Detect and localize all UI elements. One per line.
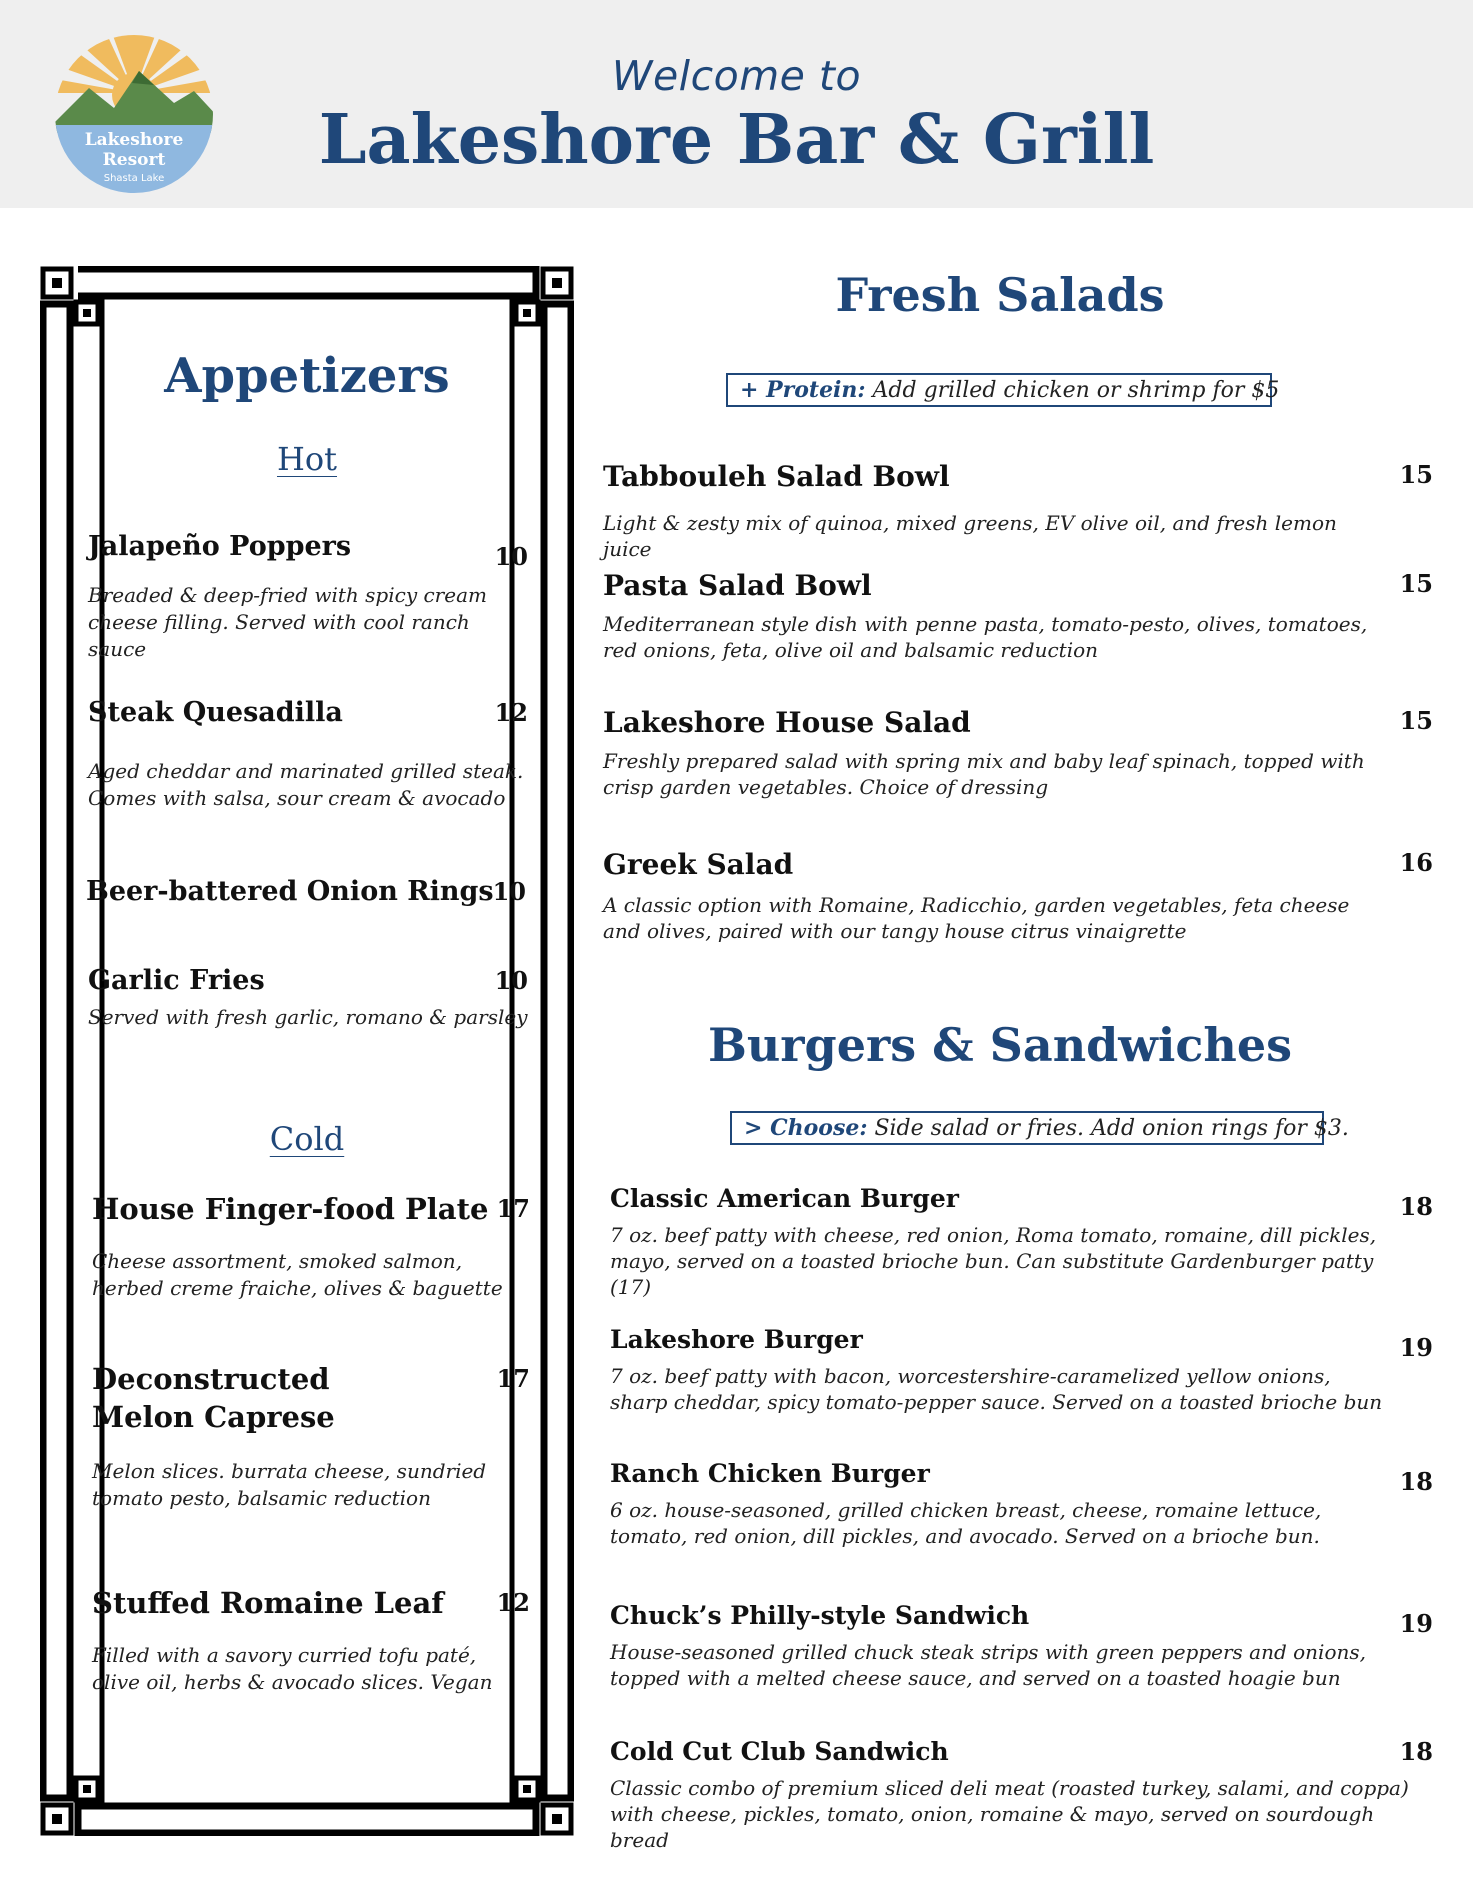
- item-price: 10: [494, 966, 528, 995]
- cold-subheading: Cold: [269, 1120, 345, 1158]
- note-text: Side salad or fries. Add onion rings for $3.: [867, 1116, 1349, 1141]
- item-description: Breaded & deep-fried with spicy cream cheese filling. Served with cool ranch sauce: [88, 583, 487, 661]
- burgers-title: Burgers & Sandwiches: [707, 1018, 1292, 1072]
- item-price: 10: [494, 542, 528, 571]
- item-price: 18: [1399, 1467, 1433, 1496]
- logo-line2: Resort: [102, 150, 166, 170]
- header-banner: [0, 0, 1473, 208]
- item-name: Cold Cut Club Sandwich: [610, 1737, 949, 1766]
- hot-subheading: Hot: [276, 440, 338, 478]
- menu-item: [603, 704, 1433, 800]
- menu-item: [88, 528, 528, 663]
- item-description: A classic option with Romaine, Radicchio, garden vegetables, feta cheese and olives, paired with our tangy house citrus vinaigrette: [603, 893, 1350, 943]
- menu-item: [92, 1360, 530, 1512]
- appetizers-title: Appetizers: [164, 348, 450, 404]
- item-price: 12: [494, 698, 528, 727]
- item-description: 7 oz. beef patty with cheese, red onion, Roma tomato, romaine, dill pickles, mayo, served on a toasted brioche bun. Can substitute Gardenburger patty (17): [610, 1223, 1377, 1299]
- item-name: Pasta Salad Bowl: [603, 569, 872, 602]
- item-description: Filled with a savory curried tofu paté, olive oil, herbs & avocado slices. Vegan: [92, 1643, 493, 1694]
- protein-note: [726, 373, 1280, 407]
- menu-item: [603, 846, 1433, 944]
- item-name: Chuck’s Philly-style Sandwich: [610, 1601, 1030, 1630]
- menu-item: [610, 1597, 1433, 1691]
- menu-item: [610, 1321, 1433, 1415]
- item-price: 15: [1399, 569, 1433, 598]
- item-description: Classic combo of premium sliced deli meat (roasted turkey, salami, and coppa) with cheese, pickles, tomato, onion, romaine & mayo, served on sourdough bread: [610, 1776, 1409, 1852]
- item-description: 6 oz. house-seasoned, grilled chicken breast, cheese, romaine lettuce, tomato, red onion, dill pickles, and avocado. Served on a brioche bun.: [610, 1498, 1322, 1548]
- salads-title: Fresh Salads: [835, 268, 1165, 322]
- menu-item: [92, 1190, 530, 1302]
- item-price: 18: [1399, 1737, 1433, 1766]
- item-name: Tabbouleh Salad Bowl: [603, 460, 950, 493]
- item-name: Lakeshore House Salad: [603, 706, 971, 739]
- item-description: House-seasoned grilled chuck steak strips with green peppers and onions, topped with a melted cheese sauce, and served on a toasted hoagie bun: [610, 1640, 1366, 1690]
- item-price: 10: [492, 877, 526, 906]
- item-name: Deconstructed Melon Caprese: [92, 1362, 335, 1434]
- item-price: 19: [1399, 1609, 1433, 1638]
- choose-note: [730, 1111, 1349, 1145]
- item-name: House Finger-food Plate: [92, 1192, 489, 1226]
- item-description: Mediterranean style dish with penne pasta, tomato-pesto, olives, tomatoes, red onions, feta, olive oil and balsamic reduction: [603, 612, 1368, 662]
- item-description: Cheese assortment, smoked salmon, herbed creme fraiche, olives & baguette: [92, 1249, 503, 1300]
- note-text: Add grilled chicken or shrimp for $5: [865, 378, 1280, 403]
- item-name: Lakeshore Burger: [610, 1325, 863, 1354]
- item-price: 17: [496, 1194, 530, 1223]
- logo-line3: Shasta Lake: [103, 173, 165, 184]
- item-price: 19: [1399, 1333, 1433, 1362]
- item-price: 15: [1399, 706, 1433, 735]
- item-description: Freshly prepared salad with spring mix and baby leaf spinach, topped with crisp garden vegetables. Choice of dressing: [603, 749, 1365, 799]
- item-name: Stuffed Romaine Leaf: [92, 1586, 444, 1620]
- menu-item: [603, 567, 1433, 663]
- menu-item: [603, 458, 1433, 562]
- item-description: Aged cheddar and marinated grilled steak. Comes with salsa, sour cream & avocado: [88, 759, 524, 810]
- note-label: + Protein:: [740, 377, 866, 403]
- menu-item: [86, 873, 526, 911]
- restaurant-title: Lakeshore Bar & Grill: [318, 100, 1155, 180]
- item-name: Greek Salad: [603, 848, 794, 881]
- item-description: 7 oz. beef patty with bacon, worcestershire-caramelized yellow onions, sharp cheddar, spicy tomato-pepper sauce. Served on a toasted brioche bun: [610, 1364, 1383, 1414]
- note-label: > Choose:: [744, 1115, 868, 1141]
- item-price: 12: [496, 1588, 530, 1617]
- logo-line1: Lakeshore: [84, 130, 184, 150]
- item-name: Ranch Chicken Burger: [610, 1459, 930, 1488]
- item-price: 18: [1399, 1192, 1433, 1221]
- item-name: Classic American Burger: [610, 1184, 959, 1213]
- item-price: 17: [496, 1364, 530, 1393]
- menu-item: [92, 1584, 530, 1696]
- menu-item: [610, 1180, 1433, 1300]
- item-name: Steak Quesadilla: [88, 697, 343, 728]
- item-name: Jalapeño Poppers: [88, 531, 352, 562]
- item-description: Melon slices. burrata cheese, sundried tomato pesto, balsamic reduction: [92, 1459, 487, 1510]
- item-price: 15: [1399, 460, 1433, 489]
- item-name: Garlic Fries: [88, 965, 265, 996]
- menu-item: [610, 1455, 1433, 1549]
- item-description: Served with fresh garlic, romano & parsley: [88, 1005, 528, 1029]
- item-description: Light & zesty mix of quinoa, mixed greens, EV olive oil, and fresh lemon juice: [603, 511, 1337, 561]
- menu-item: [88, 962, 528, 1031]
- welcome-text: Welcome to: [611, 52, 862, 100]
- menu-item: [610, 1733, 1433, 1853]
- item-name: Beer-battered Onion Rings: [86, 876, 494, 907]
- menu-item: [88, 694, 528, 812]
- item-price: 16: [1399, 848, 1433, 877]
